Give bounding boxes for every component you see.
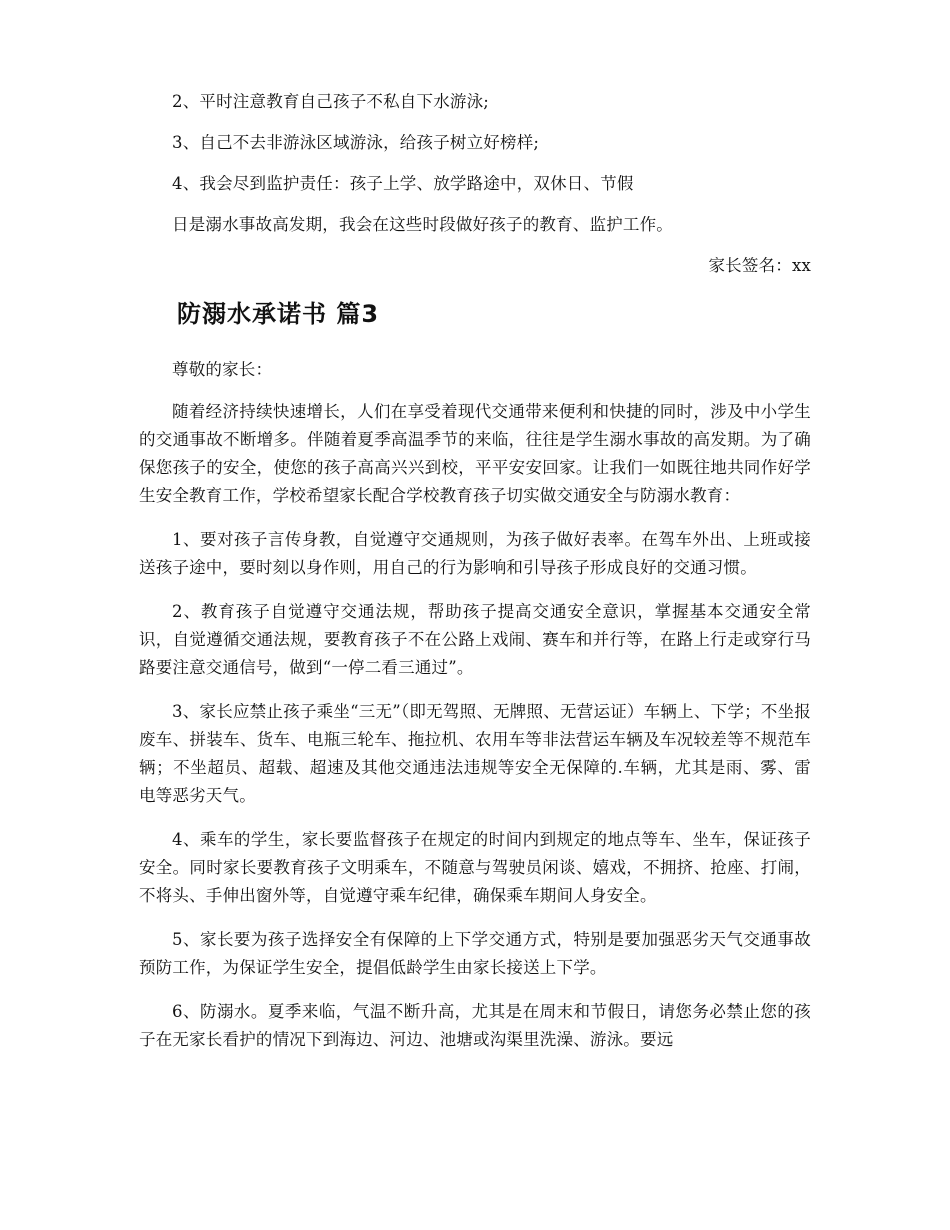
list-item: 2、教育孩子自觉遵守交通法规，帮助孩子提高交通安全意识，掌握基本交通安全常识，自觉遵循交通法规，要教育孩子不在公路上戏闹、赛车和并行等，在路上行走或穿行马路要注意交通信号，做到“一停二看三通过”。 <box>139 602 811 677</box>
pledge-item-3: 3、自己不去非游泳区域游泳，给孩子树立好榜样; <box>172 133 540 152</box>
list-item: 1、要对孩子言传身教，自觉遵守交通规则，为孩子做好表率。在驾车外出、上班或接送孩子途中，要时刻以身作则，用自己的行为影响和引导孩子形成良好的交通习惯。 <box>139 530 811 577</box>
intro-paragraph: 随着经济持续快速增长，人们在享受着现代交通带来便利和快捷的同时，涉及中小学生的交通事故不断增多。伴随着夏季高温季节的来临，往往是学生溺水事故的高发期。为了确保您孩子的安全，使您的孩子高高兴兴到校，平平安安回家。让我们一如既往地共同作好学生安全教育工作，学校希望家长配合学校教育孩子切实做交通安全与防溺水教育： <box>139 402 811 505</box>
pledge-item-4-continued: 日是溺水事故高发期，我会在这些时段做好孩子的教育、监护工作。 <box>172 215 673 234</box>
list-item: 5、家长要为孩子选择安全有保障的上下学交通方式，特别是要加强恶劣天气交通事故预防工作，为保证学生安全，提倡低龄学生由家长接送上下学。 <box>139 930 811 977</box>
pledge-item-4: 4、我会尽到监护责任：孩子上学、放学路途中，双休日、节假 <box>172 174 634 193</box>
section-title: 防溺水承诺书 篇3 <box>177 300 380 328</box>
list-item: 6、防溺水。夏季来临，气温不断升高，尤其是在周末和节假日，请您务必禁止您的孩子在无家长看护的情况下到海边、河边、池塘或沟渠里洗澡、游泳。要远 <box>139 1002 811 1049</box>
salutation: 尊敬的家长： <box>172 360 273 379</box>
list-item: 3、家长应禁止孩子乘坐“三无”（即无驾照、无牌照、无营运证）车辆上、下学；不坐报废车、拼装车、货车、电瓶三轮车、拖拉机、农用车等非法营运车辆及车况较差等不规范车辆；不坐超员、超载、超速及其他交通违法违规等安全无保障的.车辆，尤其是雨、雾、雷电等恶劣天气。 <box>139 702 811 805</box>
list-item: 4、乘车的学生，家长要监督孩子在规定的时间内到规定的地点等车、坐车，保证孩子安全。同时家长要教育孩子文明乘车，不随意与驾驶员闲谈、嬉戏，不拥挤、抢座、打闹，不将头、手伸出窗外等，自觉遵守乘车纪律，确保乘车期间人身安全。 <box>139 830 811 905</box>
pledge-item-2: 2、平时注意教育自己孩子不私自下水游泳; <box>172 92 490 111</box>
parent-signature: 家长签名：xx <box>708 256 811 275</box>
document-content <box>139 88 811 1070</box>
